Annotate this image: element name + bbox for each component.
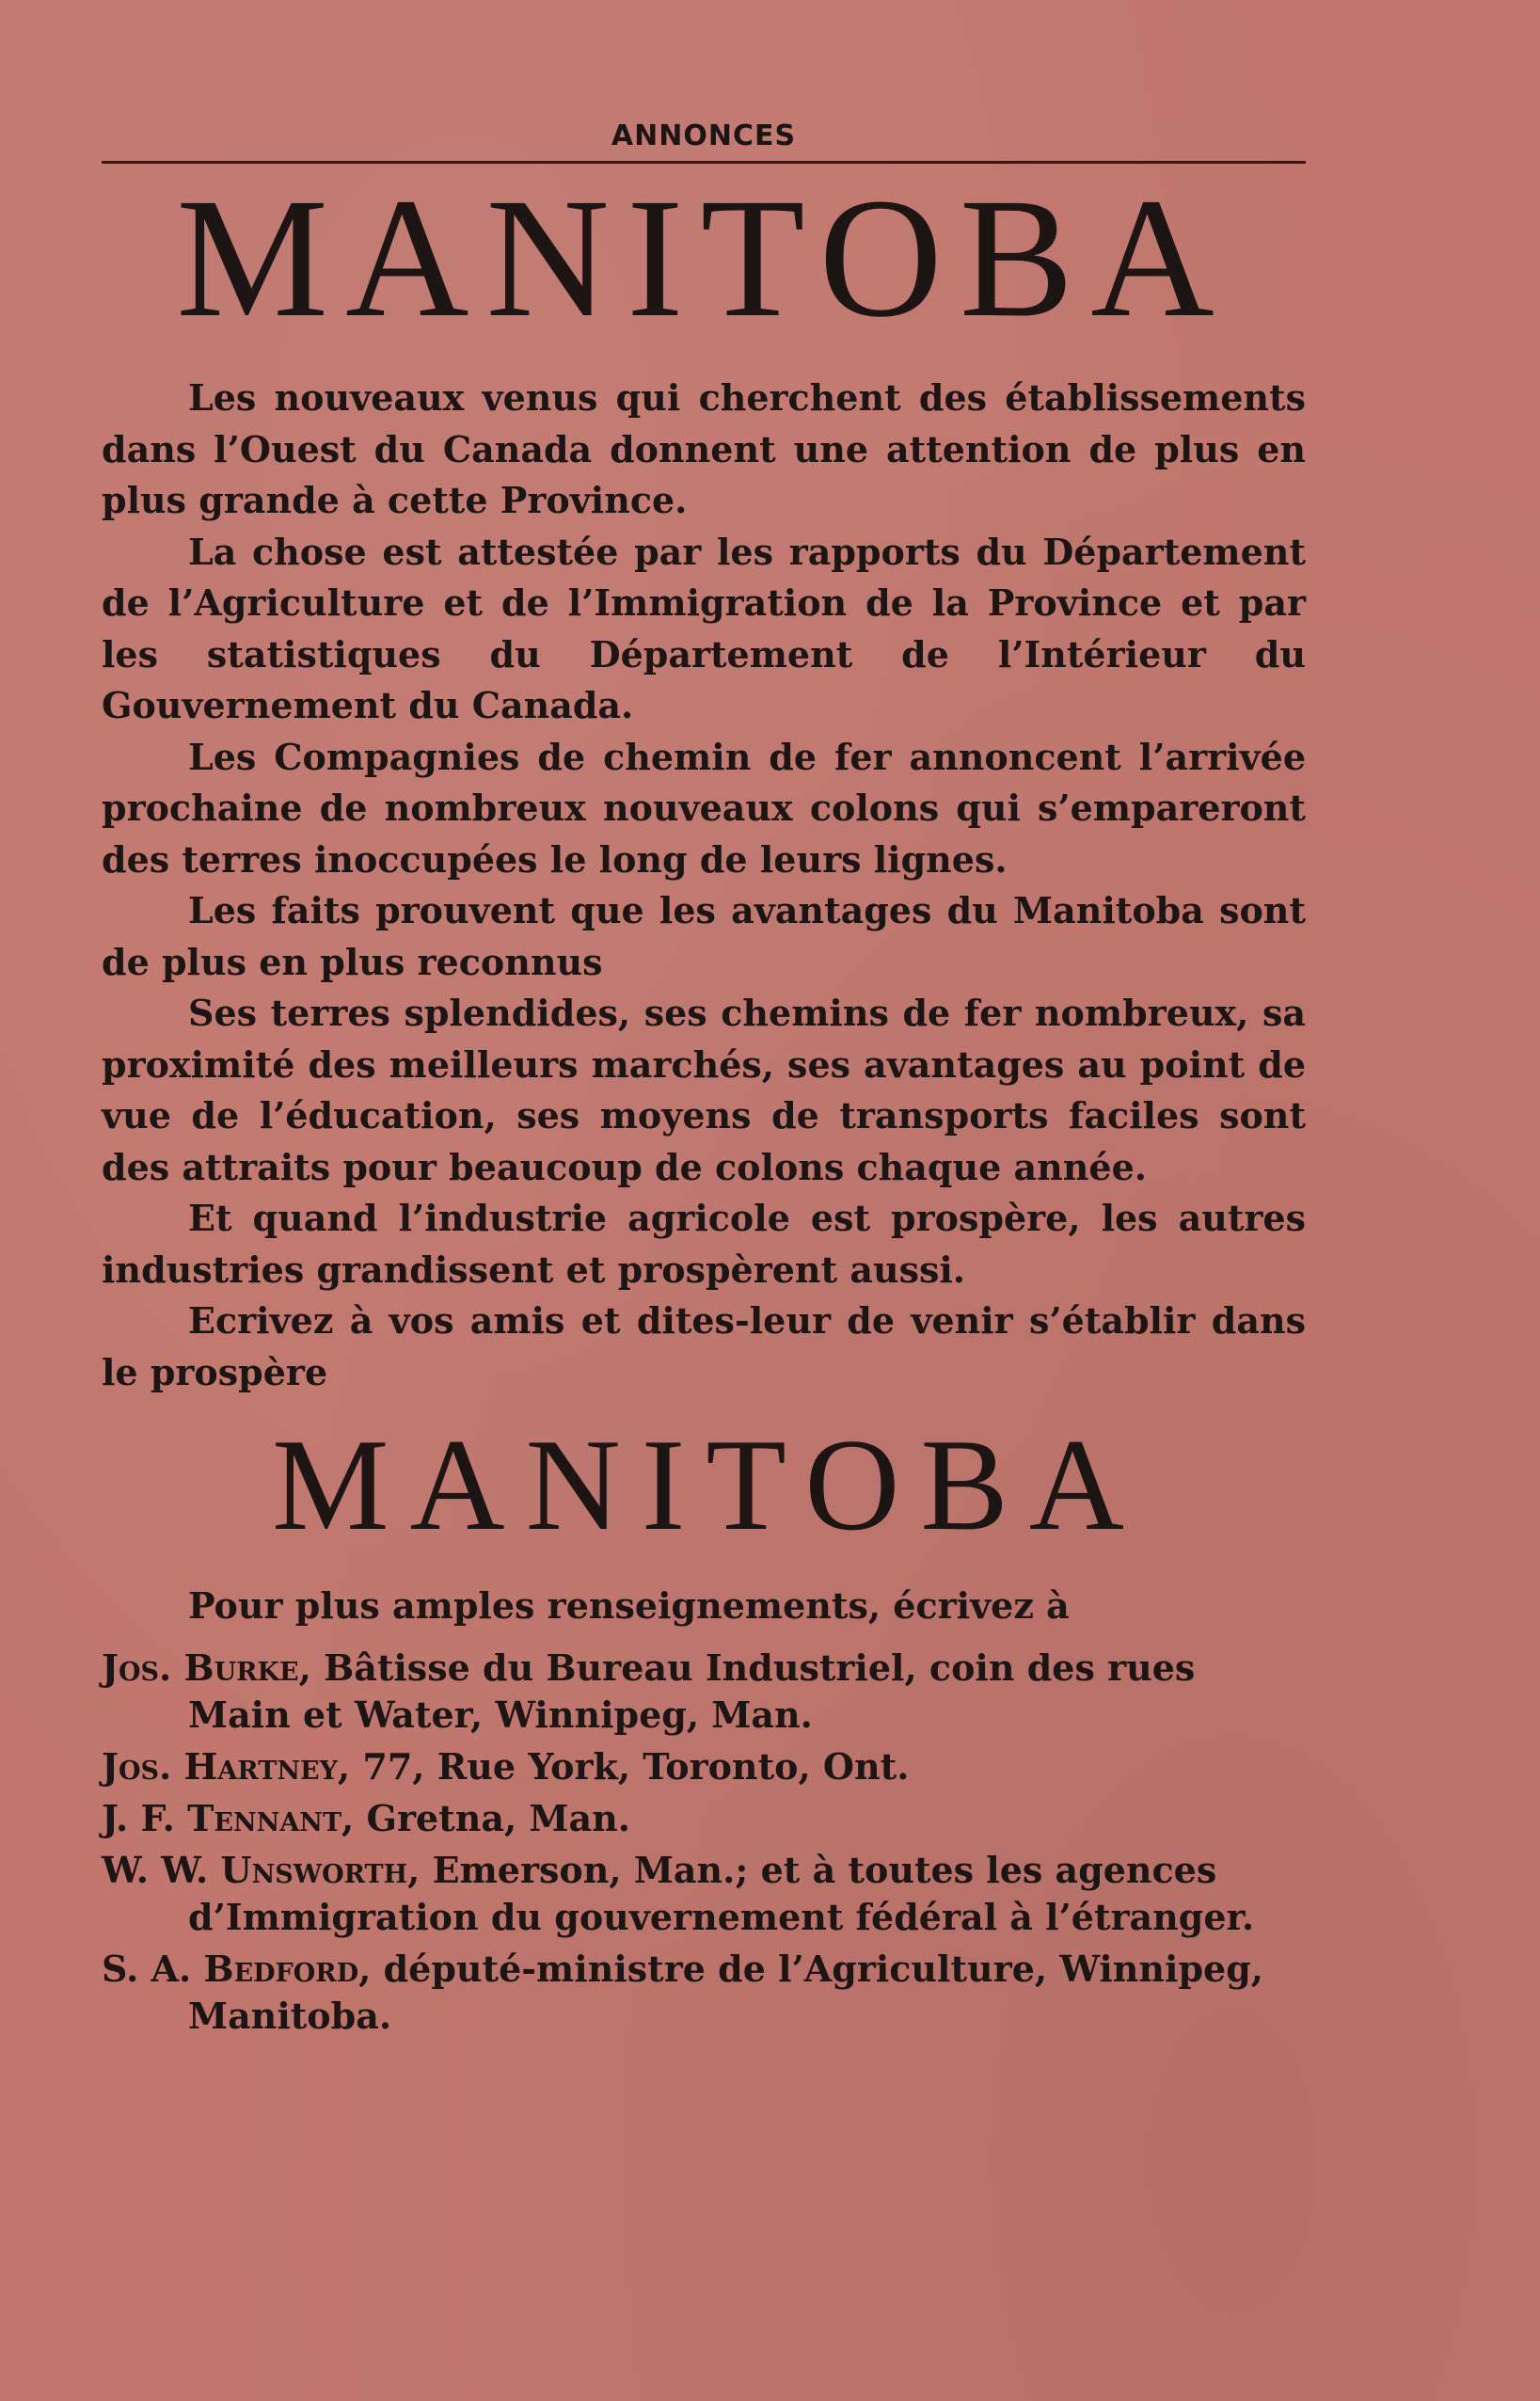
paragraph-2: La chose est attestée par les rapports du Département de l’Agriculture et de l’Immigration de la Province et par les statistiques du Département de l’Intérieur du Gouvernement du Canada. <box>102 530 1306 726</box>
contact-name: W. W. Unsworth, <box>102 1849 421 1891</box>
paragraph-6: Et quand l’industrie agricole est prospère, les autres industries grandissent et prospèrent aussi. <box>102 1197 1306 1291</box>
info-intro: Pour plus amples renseignements, écrivez à <box>188 1584 1070 1627</box>
section-header: ANNONCES <box>611 119 797 152</box>
contact-detail: député-ministre de l’Agriculture, Winnipeg, Manitoba. <box>188 1948 1264 2037</box>
contact-name: S. A. Bedford, <box>102 1948 372 1990</box>
paragraph-5: Ses terres splendides, ses chemins de fer nombreux, sa proximité des meilleurs marchés, ses avantages au point de vue de l’éducation, ses moyens de transports faciles sont des attraits pour beaucoup de colons chaque année. <box>102 992 1306 1188</box>
contact-detail: Gretna, Man. <box>366 1797 630 1839</box>
secondary-title: MANITOBA <box>272 1412 1145 1558</box>
contact-item <box>102 1847 1306 1941</box>
contact-detail: 77, Rue York, Toronto, Ont. <box>362 1745 910 1788</box>
paragraph-7: Ecrivez à vos amis et dites-leur de venir s’établir dans le prospère <box>102 1299 1306 1393</box>
paragraph-1: Les nouveaux venus qui cherchent des établissements dans l’Ouest du Canada donnent une attention de plus en plus grande à cette Province. <box>102 376 1306 521</box>
paragraph-3: Les Compagnies de chemin de fer annoncent l’arrivée prochaine de nombreux nouveaux colons qui s’empareront des terres inoccupées le long de leurs lignes. <box>102 735 1306 881</box>
contact-item <box>102 1795 1306 1842</box>
contact-item <box>102 1946 1306 2040</box>
contact-item <box>102 1743 1306 1790</box>
contact-detail: Bâtisse du Bureau Industriel, coin des rues Main et Water, Winnipeg, Man. <box>188 1646 1196 1736</box>
contact-item <box>102 1645 1306 1739</box>
contact-detail: Emerson, Man.; et à toutes les agences d’Immigration du gouvernement fédéral à l’étranger. <box>188 1849 1255 1938</box>
advertisement <box>102 118 1306 2044</box>
contact-name: J. F. Tennant, <box>102 1797 355 1839</box>
page-title: MANITOBA <box>176 164 1231 353</box>
contact-list <box>102 1645 1306 2040</box>
contact-name: Jos. Hartney, <box>102 1745 351 1788</box>
contact-name: Jos. Burke, <box>102 1646 311 1689</box>
paragraph-4: Les faits prouvent que les avantages du Manitoba sont de plus en plus reconnus <box>102 889 1306 983</box>
body-text <box>102 373 1306 1398</box>
